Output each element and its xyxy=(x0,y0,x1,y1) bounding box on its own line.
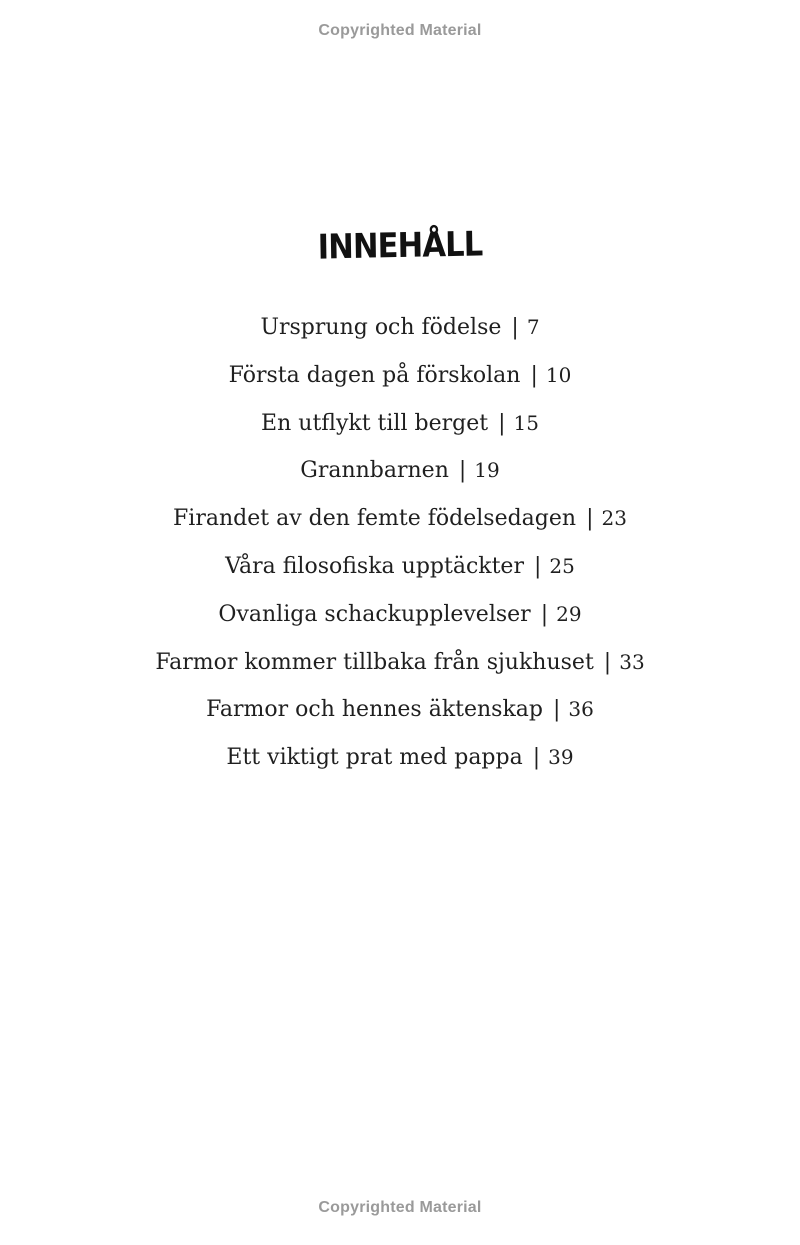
separator: | xyxy=(498,410,506,436)
copyright-watermark-top: Copyrighted Material xyxy=(318,22,482,39)
page-number: 19 xyxy=(474,458,500,483)
table-of-contents xyxy=(0,311,800,789)
page-number: 36 xyxy=(568,697,594,722)
chapter-title: Ursprung och födelse xyxy=(260,315,502,340)
chapter-title: Firandet av den femte födelsedagen xyxy=(173,506,577,532)
toc-entry xyxy=(0,741,800,789)
toc-entry xyxy=(0,550,800,598)
toc-entry xyxy=(0,359,800,407)
chapter-title: Grannbarnen xyxy=(300,458,449,484)
chapter-title: Våra filosofiska upptäckter xyxy=(225,553,524,579)
separator: | xyxy=(603,649,612,675)
chapter-title: Ovanliga schackupplevelser xyxy=(218,601,531,627)
toc-entry xyxy=(0,311,800,359)
separator: | xyxy=(586,506,594,532)
toc-entry xyxy=(0,598,800,646)
chapter-title: En utflykt till berget xyxy=(261,410,489,436)
page-number: 23 xyxy=(601,506,627,531)
page-number: 7 xyxy=(526,315,540,339)
chapter-title: Farmor och hennes äktenskap xyxy=(206,697,543,723)
toc-entry xyxy=(0,407,800,455)
separator: | xyxy=(511,315,519,340)
page-number: 15 xyxy=(513,410,539,435)
page-number: 39 xyxy=(548,745,574,770)
toc-entry xyxy=(0,693,800,741)
chapter-title: Farmor kommer tillbaka från sjukhuset xyxy=(155,649,594,675)
toc-heading: INNEHÅLL xyxy=(317,224,483,268)
separator: | xyxy=(533,553,542,579)
separator: | xyxy=(553,697,561,723)
separator: | xyxy=(540,601,549,627)
page-number: 10 xyxy=(545,362,572,387)
toc-entry xyxy=(0,502,800,550)
chapter-title: Ett viktigt prat med pappa xyxy=(226,745,523,771)
toc-entry xyxy=(0,646,800,694)
page-number: 33 xyxy=(619,649,645,674)
copyright-watermark-bottom: Copyrighted Material xyxy=(318,1199,482,1216)
chapter-title: Första dagen på förskolan xyxy=(228,362,521,388)
toc-entry xyxy=(0,454,800,502)
page-number: 29 xyxy=(556,601,582,626)
separator: | xyxy=(530,362,538,388)
separator: | xyxy=(458,458,467,484)
page-number: 25 xyxy=(549,553,575,578)
separator: | xyxy=(532,745,541,771)
